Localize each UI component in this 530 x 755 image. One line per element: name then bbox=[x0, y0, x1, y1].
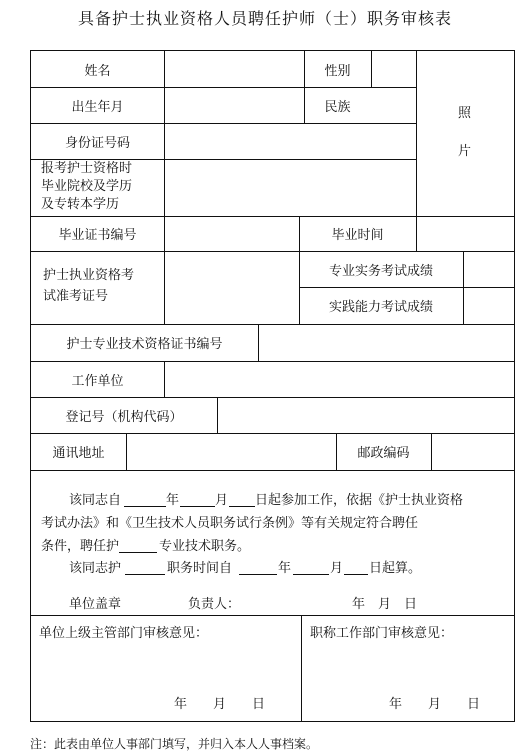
label-school-3: 及专转本学历 bbox=[41, 197, 120, 212]
statement-line4-e: 日起算。 bbox=[369, 561, 422, 576]
leader-label: 负责人： bbox=[188, 597, 241, 612]
statement-line1-d: 日起参加工作，依据《护士执业资格 bbox=[255, 493, 464, 508]
label-birth: 出生年月 bbox=[71, 99, 124, 115]
blank-position[interactable] bbox=[119, 540, 157, 553]
label-exam-no-1: 护士执业资格考 bbox=[43, 268, 135, 283]
statement-line4-d: 月 bbox=[330, 561, 344, 576]
label-photo-1: 照 bbox=[458, 106, 472, 121]
label-practice-score: 实践能力考试成绩 bbox=[328, 300, 433, 315]
label-postcode: 邮政编码 bbox=[357, 446, 410, 461]
label-work-unit: 工作单位 bbox=[71, 373, 124, 389]
label-ethnicity: 民族 bbox=[324, 99, 351, 115]
form-title: 具备护士执业资格人员聘任护师（士）职务审核表 bbox=[77, 9, 452, 28]
label-address: 通讯地址 bbox=[52, 446, 105, 461]
blank-from-year[interactable] bbox=[239, 562, 277, 575]
statement-line2: 考试办法》和《卫生技术人员职务试行条例》等有关规定符合聘任 bbox=[41, 516, 419, 531]
label-diploma-no: 毕业证书编号 bbox=[58, 228, 137, 243]
superior-opinion-label: 单位上级主管部门审核意见： bbox=[39, 626, 209, 641]
blank-start-year[interactable] bbox=[124, 494, 166, 507]
blank-start-month[interactable] bbox=[180, 494, 215, 507]
superior-opinion-date: 年 月 日 bbox=[174, 697, 266, 712]
label-id-number: 身份证号码 bbox=[64, 135, 130, 151]
title-dept-opinion-label: 职称工作部门审核意见： bbox=[310, 626, 454, 641]
label-reg-no: 登记号（机构代码） bbox=[65, 409, 183, 425]
label-school-2: 毕业院校及学历 bbox=[41, 179, 133, 194]
review-form-table bbox=[30, 50, 515, 722]
statement-line4-c: 年 bbox=[278, 561, 292, 576]
label-name: 姓名 bbox=[84, 63, 111, 79]
statement-line1-b: 年 bbox=[166, 493, 180, 508]
blank-start-day[interactable] bbox=[229, 494, 255, 507]
statement-line4-b: 职务时间自 bbox=[167, 561, 233, 576]
statement-line1-c: 月 bbox=[215, 493, 229, 508]
blank-from-month[interactable] bbox=[293, 562, 329, 575]
label-exam-no-2: 试准考证号 bbox=[43, 289, 109, 304]
label-school-1: 报考护士资格时 bbox=[41, 161, 133, 176]
label-gender: 性别 bbox=[324, 63, 351, 79]
blank-from-day[interactable] bbox=[344, 562, 368, 575]
sign-date: 年 月 日 bbox=[352, 597, 418, 612]
label-photo-2: 片 bbox=[458, 144, 472, 159]
statement-line3-b: 专业技术职务。 bbox=[159, 539, 251, 554]
title-dept-opinion-date: 年 月 日 bbox=[389, 697, 481, 712]
unit-seal-label: 单位盖章 bbox=[69, 597, 122, 612]
label-grad-time: 毕业时间 bbox=[331, 228, 384, 243]
statement-line4-a: 该同志护 bbox=[69, 561, 122, 576]
blank-position-2[interactable] bbox=[125, 562, 165, 575]
label-prof-score: 专业实务考试成绩 bbox=[328, 263, 433, 279]
statement-line3-a: 条件，聘任护 bbox=[41, 539, 120, 554]
footnote: 注：此表由单位人事部门填写，并归入本人人事档案。 bbox=[30, 737, 319, 751]
label-cert-no: 护士专业技术资格证书编号 bbox=[66, 337, 223, 352]
statement-line1-a: 该同志自 bbox=[69, 493, 122, 508]
